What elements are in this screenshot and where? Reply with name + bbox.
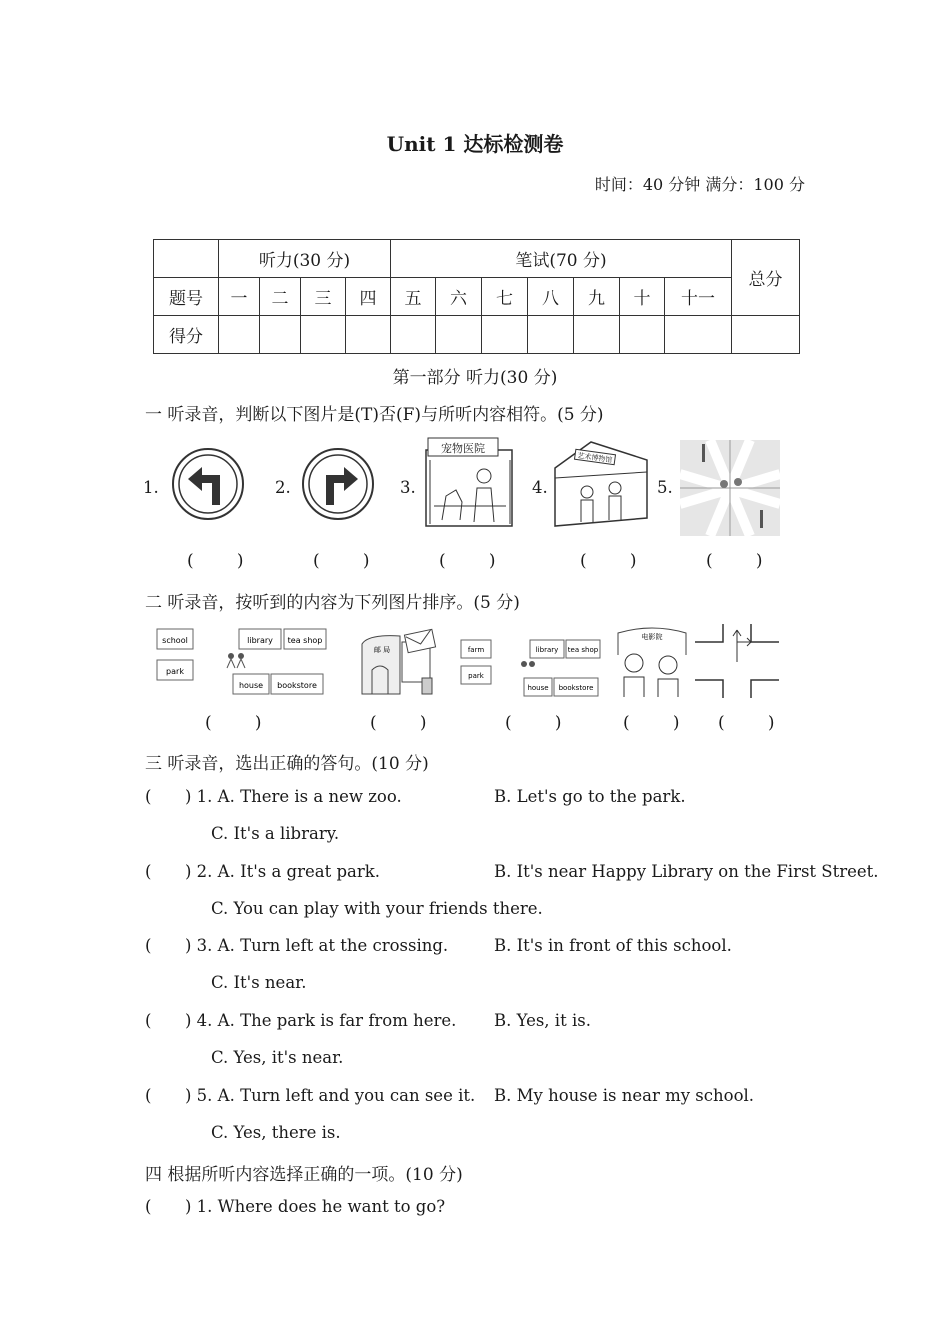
svg-text:bookstore: bookstore: [277, 681, 317, 690]
sec3-title: 三 听录音，选出正确的答句。(10 分): [145, 754, 429, 774]
cinema-children-picture: [614, 625, 690, 699]
svg-text:park: park: [166, 667, 184, 676]
q3-1-option-a: ) 1. A. There is a new zoo.: [185, 787, 402, 806]
svg-text:park: park: [468, 672, 484, 680]
turn-right-sign-icon: [300, 445, 376, 523]
svg-text:school: school: [162, 636, 188, 645]
post-office-sign: 邮 局: [373, 646, 391, 654]
q3-5-option-b: B. My house is near my school.: [494, 1086, 755, 1105]
q3-2-option-a: ) 2. A. It's a great park.: [185, 862, 381, 881]
writing-header: 笔试(70 分): [391, 240, 732, 278]
map-picture-1: [155, 626, 330, 698]
svg-text:library: library: [535, 646, 559, 654]
svg-text:house: house: [238, 681, 264, 690]
svg-text:tea shop: tea shop: [287, 636, 323, 645]
row-label-q: 题号: [154, 278, 219, 316]
sec4-title: 四 根据所听内容选择正确的一项。(10 分): [145, 1165, 463, 1185]
road-map-picture: [693, 622, 781, 700]
time-info: 时间：40 分钟 满分：100 分: [594, 175, 805, 194]
q4-1-question: ) 1. Where does he want to go?: [185, 1197, 446, 1216]
total-header: 总分: [732, 240, 800, 316]
q3-3-option-c: C. It's near.: [211, 973, 307, 992]
part1-heading: 第一部分 听力(30 分): [392, 368, 558, 388]
q3-1-option-c: C. It's a library.: [211, 824, 340, 843]
q3-4-option-c: C. Yes, it's near.: [211, 1048, 344, 1067]
cinema-sign: 电影院: [641, 633, 663, 641]
q3-5-option-c: C. Yes, there is.: [211, 1123, 341, 1142]
listening-header: 听力(30 分): [219, 240, 391, 278]
q3-2-option-b: B. It's near Happy Library on the First Street.: [494, 862, 879, 881]
map-picture-2: [518, 638, 602, 700]
score-table: 听力(30 分) 笔试(70 分) 总分 题号 一 二 三 四 五 六 七 八 九 十 十一 得分: [153, 239, 800, 354]
svg-text:farm: farm: [467, 646, 485, 654]
svg-text:library: library: [247, 636, 273, 645]
svg-text:bookstore: bookstore: [558, 684, 594, 692]
art-museum-sign: 艺术博物馆: [576, 451, 613, 465]
row-label-score: 得分: [154, 316, 219, 354]
page-title: Unit 1 达标检测卷: [386, 132, 564, 156]
pet-hospital-picture: [424, 436, 516, 530]
art-museum-picture: [551, 438, 651, 532]
sec1-title: 一 听录音，判断以下图片是(T)否(F)与所听内容相符。(5 分): [145, 405, 604, 425]
svg-text:tea shop: tea shop: [567, 646, 599, 654]
q3-2-option-c: C. You can play with your friends there.: [211, 899, 543, 918]
svg-text:house: house: [527, 684, 549, 692]
q3-1-option-b: B. Let's go to the park.: [494, 787, 686, 806]
farm-park-picture: [460, 638, 494, 688]
q3-3-option-a: ) 3. A. Turn left at the crossing.: [185, 936, 449, 955]
q3-5-option-a: ) 5. A. Turn left and you can see it.: [185, 1086, 476, 1105]
post-office-picture: [360, 628, 442, 696]
sec2-title: 二 听录音，按听到的内容为下列图片排序。(5 分): [145, 593, 520, 613]
crossing-picture: [680, 440, 780, 536]
pet-hospital-sign: 宠物医院: [441, 442, 485, 455]
q3-4-option-b: B. Yes, it is.: [494, 1011, 591, 1030]
turn-left-sign-icon: [170, 445, 246, 523]
q3-3-option-b: B. It's in front of this school.: [494, 936, 732, 955]
q3-4-option-a: ) 4. A. The park is far from here.: [185, 1011, 457, 1030]
